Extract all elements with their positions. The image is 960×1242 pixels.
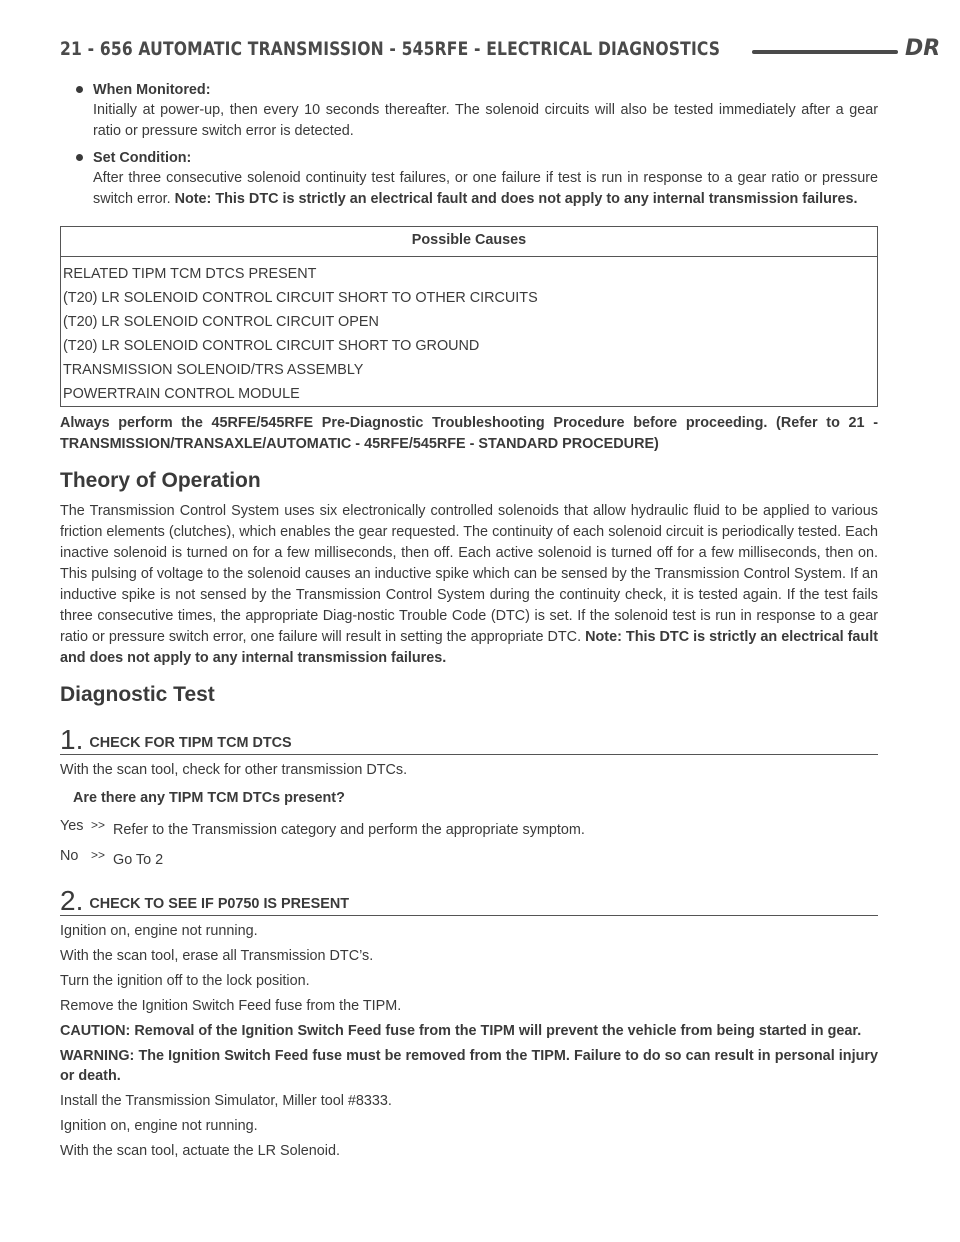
bullet-text-main: After three consecutive solenoid continuity test failures, or one failure if test is run in response to a gear ratio or pressure switch error. xyxy=(93,170,878,207)
cause-item: TRANSMISSION SOLENOID/TRS ASSEMBLY xyxy=(63,362,364,378)
step-question: Are there any TIPM TCM DTCs present? xyxy=(73,790,345,806)
bullet-text: Initially at power-up, then every 10 seconds thereafter. The solenoid circuits will also be tested immediately after a gear ratio or pressure switch error is detected. xyxy=(93,102,878,139)
bullet-text xyxy=(93,168,878,210)
branch-yes xyxy=(60,818,878,838)
bullet-when-monitored xyxy=(60,80,878,142)
cause-item: POWERTRAIN CONTROL MODULE xyxy=(63,386,300,402)
page-header xyxy=(60,36,941,68)
cause-item: RELATED TIPM TCM DTCS PRESENT xyxy=(63,266,317,282)
header-title: 21 - 656 AUTOMATIC TRANSMISSION - 545RFE - ELECTRICAL DIAGNOSTICS xyxy=(60,38,721,60)
page-content xyxy=(60,80,878,1166)
bullet-title: When Monitored: xyxy=(93,82,211,98)
step-1-header xyxy=(60,724,878,755)
branch-text: Refer to the Transmission category and perform the appropriate symptom. xyxy=(113,822,585,838)
bullet-dot-icon xyxy=(76,154,83,161)
cause-item: (T20) LR SOLENOID CONTROL CIRCUIT SHORT TO OTHER CIRCUITS xyxy=(63,290,538,306)
theory-text xyxy=(60,501,878,669)
header-model-code: DR xyxy=(905,36,941,61)
branch-label: Yes xyxy=(60,818,84,834)
step-line: With the scan tool, actuate the LR Solenoid. xyxy=(60,1143,340,1159)
step-line: Ignition on, engine not running. xyxy=(60,1118,258,1134)
step-line: With the scan tool, check for other transmission DTCs. xyxy=(60,762,408,778)
step-line: Install the Transmission Simulator, Miller tool #8333. xyxy=(60,1093,392,1109)
header-rule xyxy=(752,50,898,54)
bullet-set-condition xyxy=(60,148,878,210)
bullet-dot-icon xyxy=(76,86,83,93)
cause-item: (T20) LR SOLENOID CONTROL CIRCUIT SHORT TO GROUND xyxy=(63,338,480,354)
step-title: CHECK FOR TIPM TCM DTCS xyxy=(89,735,292,751)
theory-body: The Transmission Control System uses six electronically controlled solenoids that allow hydraulic fluid to be applied to various friction elements (clutches), which enables the gear requested. The continuity of each solenoid circuit is periodically tested. Each inactive solenoid is turned on for a few milliseconds, then off. Each active solenoid is turned off for a few milliseconds, then on. This pulsing of voltage to the solenoid causes an inductive spike which can be sensed by the Transmission Control System. If an inductive spike is not sensed by the Transmission Control System during the continuity check, it is tested again. If the test fails three consecutive times, the appropriate Diag-nostic Trouble Code (DTC) is set. If the solenoid test is run in response to a gear ratio or pressure switch error, one failure will result in setting the appropriate DTC. xyxy=(60,503,878,645)
pre-diagnostic-note: Always perform the 45RFE/545RFE Pre-Diagnostic Troubleshooting Procedure before proceeding. (Refer to 21 - TRANSMISSION/TRANSAXLE/AUTOMATIC - 45RFE/545RFE - STANDARD PROCEDURE) xyxy=(60,415,878,452)
branch-arrow-icon: >> xyxy=(91,848,106,862)
step-line: Turn the ignition off to the lock position. xyxy=(60,973,310,989)
step-title: CHECK TO SEE IF P0750 IS PRESENT xyxy=(89,896,350,912)
step-line: With the scan tool, erase all Transmission DTC’s. xyxy=(60,948,374,964)
branch-arrow-icon: >> xyxy=(91,818,106,832)
warning-text: WARNING: The Ignition Switch Feed fuse must be removed from the TIPM. Failure to do so can result in personal injury or death. xyxy=(60,1048,878,1084)
possible-causes-table xyxy=(60,226,878,407)
branch-text: Go To 2 xyxy=(113,852,164,868)
branch-no xyxy=(60,848,878,868)
caution-text: CAUTION: Removal of the Ignition Switch Feed fuse from the TIPM will prevent the vehicle from being started in gear. xyxy=(60,1023,862,1039)
step-number: 2. xyxy=(60,885,84,916)
cause-item: (T20) LR SOLENOID CONTROL CIRCUIT OPEN xyxy=(63,314,379,330)
branch-label: No xyxy=(60,848,79,864)
step-number: 1. xyxy=(60,724,84,755)
diagnostic-heading: Diagnostic Test xyxy=(60,683,215,706)
step-2-header xyxy=(60,885,878,916)
step-line: Ignition on, engine not running. xyxy=(60,923,258,939)
bullet-note: Note: This DTC is strictly an electrical fault and does not apply to any internal transmission failures. xyxy=(174,191,858,207)
theory-note: Note: This DTC is strictly an electrical fault and does not apply to any internal transmission failures. xyxy=(60,629,879,666)
theory-heading: Theory of Operation xyxy=(60,469,261,492)
step-line: Remove the Ignition Switch Feed fuse from the TIPM. xyxy=(60,998,402,1014)
bullet-title: Set Condition: xyxy=(93,150,192,166)
causes-header: Possible Causes xyxy=(61,227,878,257)
